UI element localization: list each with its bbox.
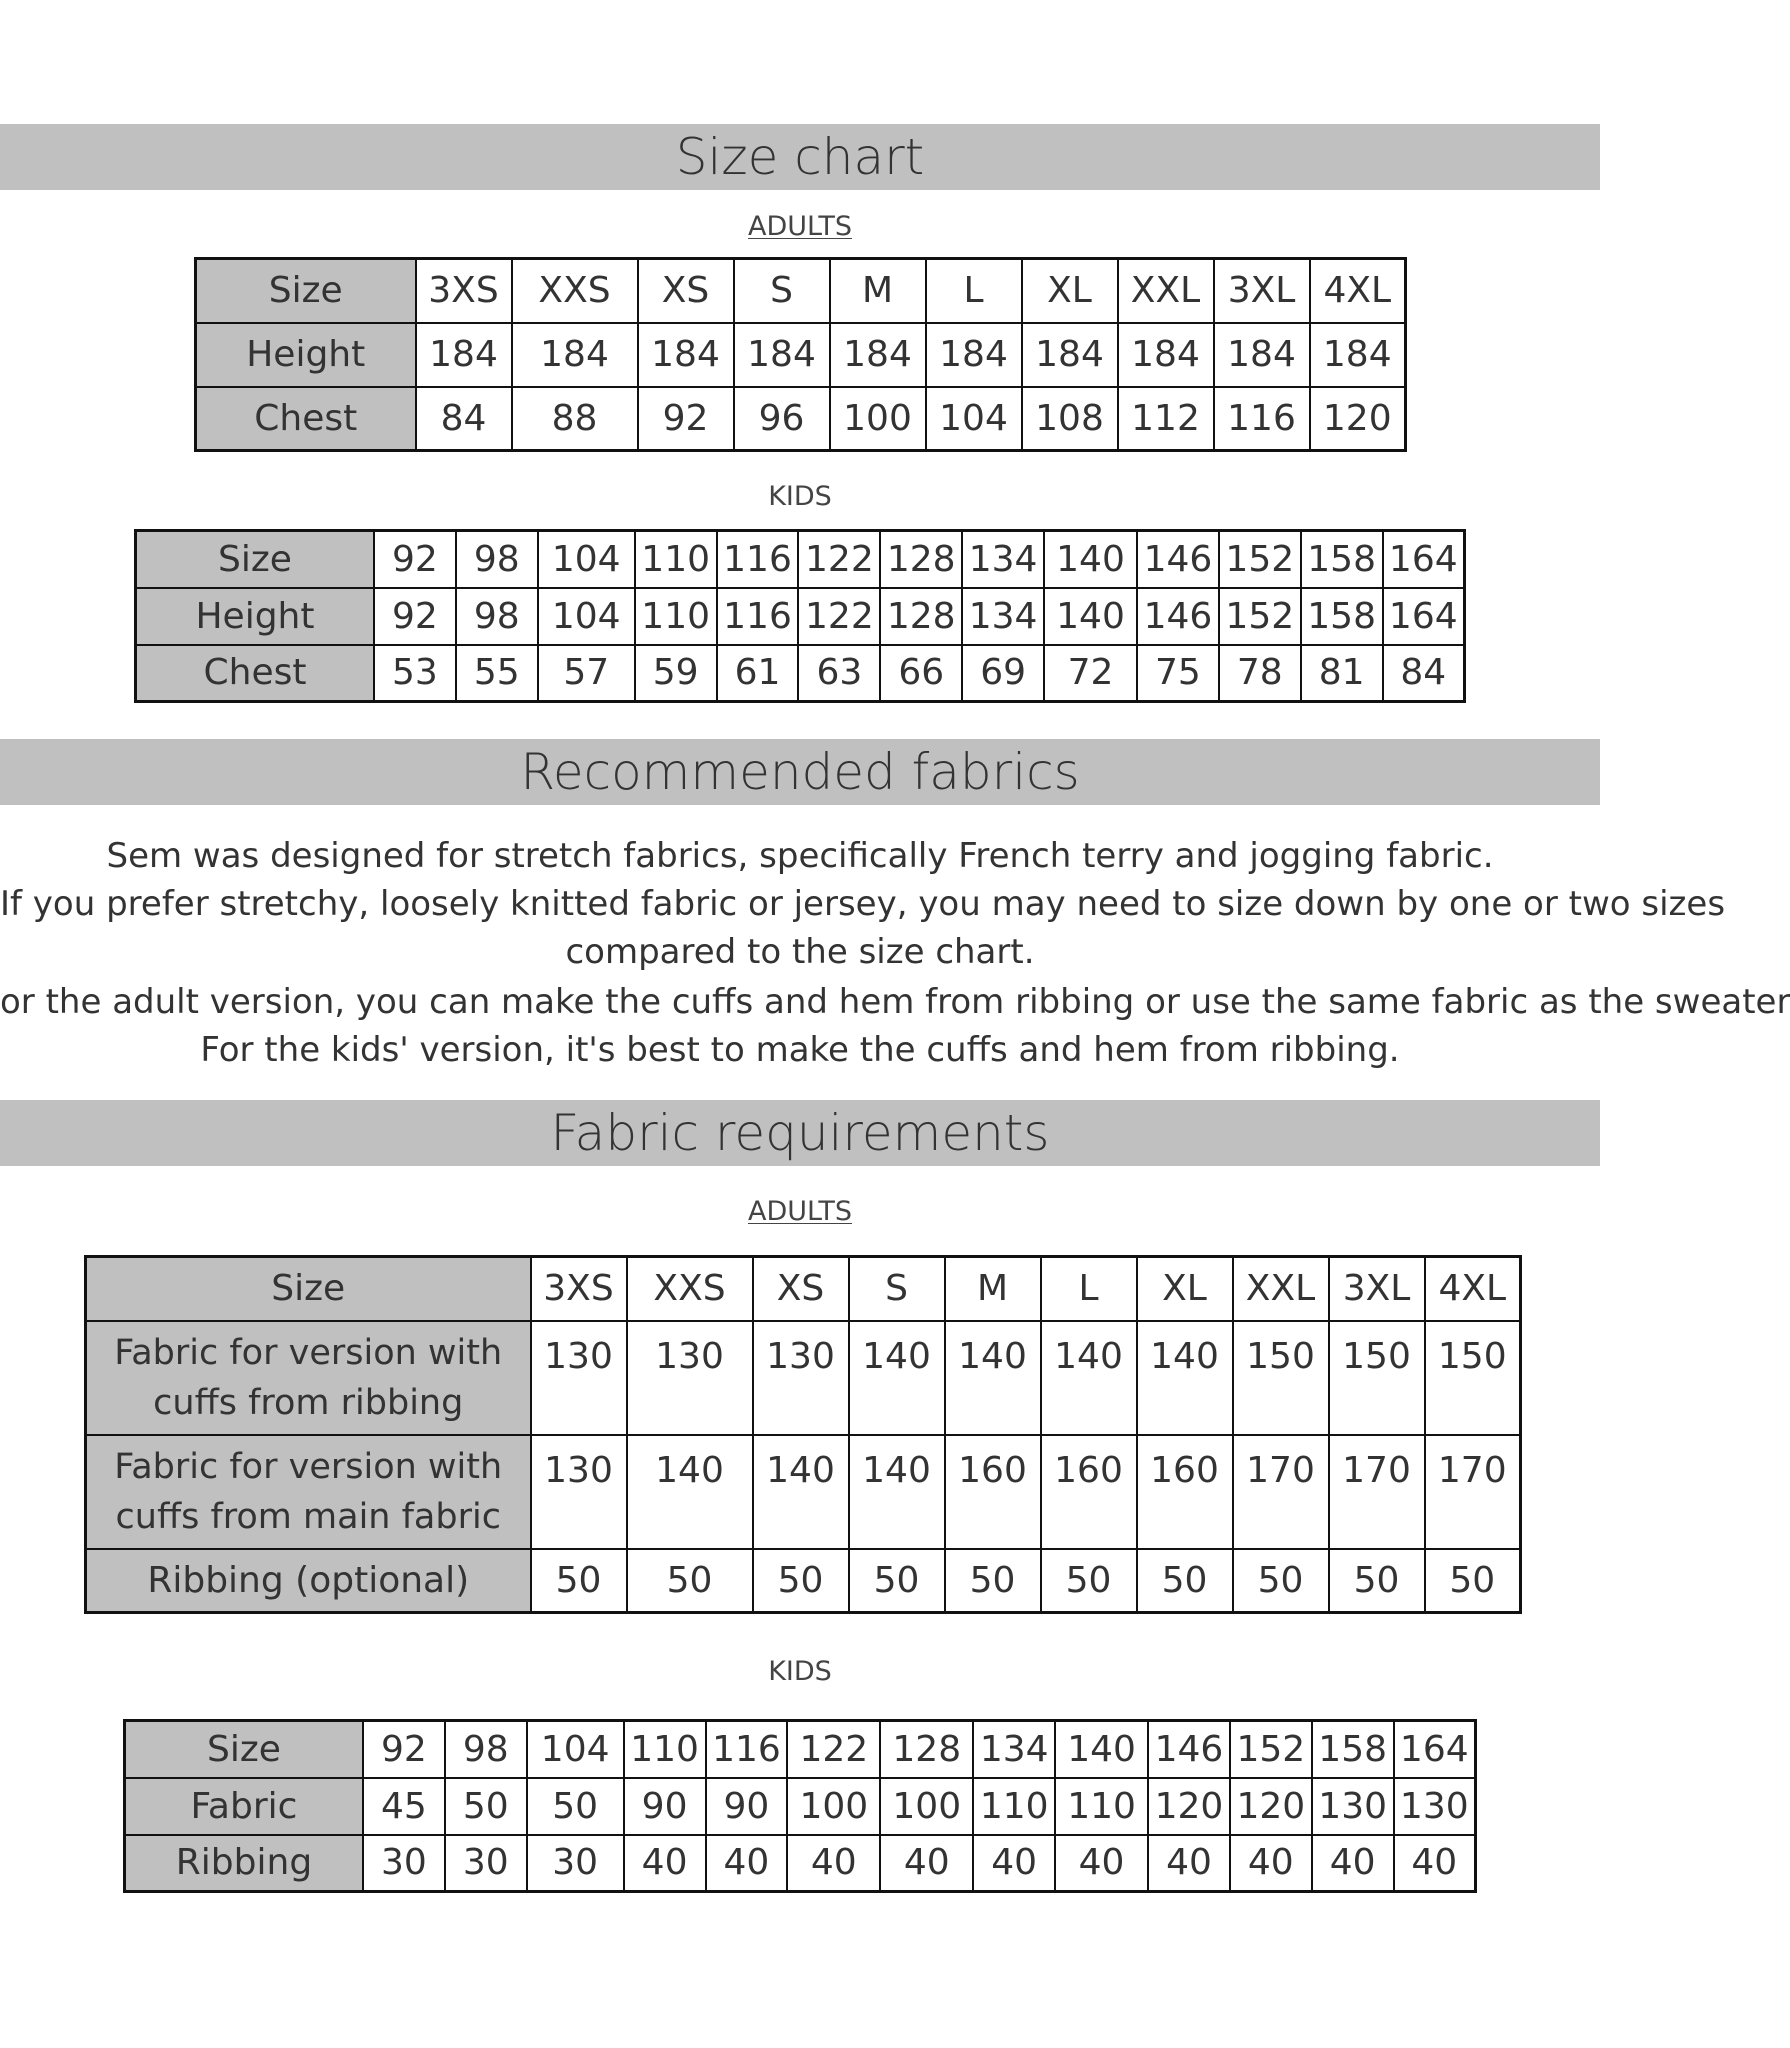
table-row xyxy=(196,259,1406,323)
table-cell: 100 xyxy=(787,1778,880,1835)
table-row xyxy=(86,1549,1521,1613)
table-cell: 150 xyxy=(1329,1321,1425,1435)
table-cell: 90 xyxy=(706,1778,788,1835)
table-cell: 184 xyxy=(1022,323,1118,387)
table-cell: 134 xyxy=(962,588,1044,645)
table-cell: 128 xyxy=(880,588,962,645)
table-cell: 75 xyxy=(1137,645,1219,702)
column-header-cell: 116 xyxy=(706,1721,788,1778)
column-header-cell: 152 xyxy=(1230,1721,1312,1778)
table-cell: 30 xyxy=(527,1835,624,1892)
column-header-cell: 3XS xyxy=(531,1257,627,1321)
table-cell: 40 xyxy=(1055,1835,1148,1892)
table-cell: 112 xyxy=(1118,387,1214,451)
table-cell: 160 xyxy=(1041,1435,1137,1549)
table-cell: 120 xyxy=(1310,387,1406,451)
column-header-cell: 146 xyxy=(1137,531,1219,588)
column-header-cell: 4XL xyxy=(1310,259,1406,323)
column-header-cell: 134 xyxy=(962,531,1044,588)
size-chart-kids-table xyxy=(134,529,1466,703)
row-header-cell: Ribbing (optional) xyxy=(86,1549,531,1613)
column-header-cell: XXS xyxy=(627,1257,753,1321)
table-cell: 140 xyxy=(753,1435,849,1549)
fabric-requirements-kids-table xyxy=(123,1719,1477,1893)
table-cell: 158 xyxy=(1301,588,1383,645)
table-cell: 170 xyxy=(1329,1435,1425,1549)
table-cell: 30 xyxy=(445,1835,527,1892)
column-header-cell: S xyxy=(849,1257,945,1321)
table-row xyxy=(86,1257,1521,1321)
subheading-adults-fabric: ADULTS xyxy=(748,1196,852,1227)
table-cell: 108 xyxy=(1022,387,1118,451)
table-cell: 84 xyxy=(1383,645,1465,702)
table-row xyxy=(125,1721,1476,1778)
table-cell: 50 xyxy=(1233,1549,1329,1613)
table-cell: 40 xyxy=(1394,1835,1476,1892)
section-header-fabric-requirements: Fabric requirements xyxy=(0,1100,1600,1166)
table-cell: 104 xyxy=(538,588,635,645)
table-cell: 140 xyxy=(1044,588,1137,645)
column-header-cell: 104 xyxy=(527,1721,624,1778)
table-row xyxy=(86,1321,1521,1435)
table-row xyxy=(196,323,1406,387)
table-cell: 140 xyxy=(945,1321,1041,1435)
table-row xyxy=(125,1835,1476,1892)
table-cell: 50 xyxy=(1425,1549,1521,1613)
table-cell: 130 xyxy=(531,1435,627,1549)
table-cell: 50 xyxy=(531,1549,627,1613)
table-row xyxy=(136,531,1465,588)
column-header-cell: 110 xyxy=(635,531,717,588)
table-cell: 69 xyxy=(962,645,1044,702)
table-cell: 184 xyxy=(416,323,512,387)
table-cell: 146 xyxy=(1137,588,1219,645)
column-header-cell: 3XL xyxy=(1329,1257,1425,1321)
subheading-kids: KIDS xyxy=(768,481,832,512)
table-cell: 90 xyxy=(624,1778,706,1835)
table-row xyxy=(125,1778,1476,1835)
row-header-cell: Chest xyxy=(196,387,416,451)
column-header-cell: XXL xyxy=(1118,259,1214,323)
row-header-cell: Ribbing xyxy=(125,1835,363,1892)
section-header-size-chart: Size chart xyxy=(0,124,1600,190)
table-cell: 50 xyxy=(1041,1549,1137,1613)
table-cell: 116 xyxy=(717,588,799,645)
table-cell: 40 xyxy=(1230,1835,1312,1892)
column-header-cell: S xyxy=(734,259,830,323)
fabrics-text-line-4: or the adult version, you can make the cuffs and hem from ribbing or use the same fabric as the sweater xyxy=(0,982,1790,1022)
table-cell: 184 xyxy=(638,323,734,387)
column-header-cell: XL xyxy=(1022,259,1118,323)
column-header-cell: 158 xyxy=(1312,1721,1394,1778)
table-cell: 184 xyxy=(512,323,638,387)
table-cell: 40 xyxy=(1312,1835,1394,1892)
table-cell: 50 xyxy=(445,1778,527,1835)
table-cell: 130 xyxy=(1312,1778,1394,1835)
column-header-cell: XL xyxy=(1137,1257,1233,1321)
table-cell: 130 xyxy=(627,1321,753,1435)
table-cell: 110 xyxy=(973,1778,1055,1835)
table-cell: 40 xyxy=(706,1835,788,1892)
column-header-cell: 4XL xyxy=(1425,1257,1521,1321)
row-header-cell: Size xyxy=(136,531,375,588)
table-cell: 140 xyxy=(627,1435,753,1549)
table-cell: 40 xyxy=(787,1835,880,1892)
column-header-cell: 104 xyxy=(538,531,635,588)
row-header-cell: Chest xyxy=(136,645,375,702)
fabrics-text-line-2: If you prefer stretchy, loosely knitted fabric or jersey, you may need to size down by one or two sizes xyxy=(0,884,1726,924)
table-cell: 40 xyxy=(973,1835,1055,1892)
column-header-cell: L xyxy=(926,259,1022,323)
table-cell: 120 xyxy=(1148,1778,1230,1835)
column-header-cell: 122 xyxy=(787,1721,880,1778)
table-cell: 55 xyxy=(456,645,538,702)
table-cell: 104 xyxy=(926,387,1022,451)
table-row xyxy=(136,588,1465,645)
column-header-cell: 152 xyxy=(1219,531,1301,588)
table-cell: 150 xyxy=(1425,1321,1521,1435)
table-cell: 140 xyxy=(849,1321,945,1435)
fabrics-text-line-1: Sem was designed for stretch fabrics, specifically French terry and jogging fabric. xyxy=(106,836,1494,876)
fabrics-text-line-5: For the kids' version, it's best to make the cuffs and hem from ribbing. xyxy=(200,1030,1400,1070)
table-cell: 184 xyxy=(1214,323,1310,387)
column-header-cell: 3XS xyxy=(416,259,512,323)
table-cell: 50 xyxy=(849,1549,945,1613)
column-header-cell: 164 xyxy=(1383,531,1465,588)
table-cell: 50 xyxy=(945,1549,1041,1613)
table-cell: 184 xyxy=(830,323,926,387)
table-cell: 100 xyxy=(830,387,926,451)
table-cell: 110 xyxy=(1055,1778,1148,1835)
table-cell: 40 xyxy=(624,1835,706,1892)
table-cell: 78 xyxy=(1219,645,1301,702)
table-cell: 100 xyxy=(880,1778,973,1835)
row-header-cell: Size xyxy=(86,1257,531,1321)
column-header-cell: 116 xyxy=(717,531,799,588)
column-header-cell: XS xyxy=(638,259,734,323)
column-header-cell: 98 xyxy=(445,1721,527,1778)
column-header-cell: 128 xyxy=(880,1721,973,1778)
table-cell: 120 xyxy=(1230,1778,1312,1835)
column-header-cell: 146 xyxy=(1148,1721,1230,1778)
table-cell: 84 xyxy=(416,387,512,451)
table-cell: 81 xyxy=(1301,645,1383,702)
column-header-cell: 164 xyxy=(1394,1721,1476,1778)
table-cell: 61 xyxy=(717,645,799,702)
size-chart-adults-table xyxy=(194,257,1407,452)
column-header-cell: 134 xyxy=(973,1721,1055,1778)
table-cell: 150 xyxy=(1233,1321,1329,1435)
table-cell: 140 xyxy=(1041,1321,1137,1435)
row-header-cell: Fabric xyxy=(125,1778,363,1835)
column-header-cell: M xyxy=(945,1257,1041,1321)
column-header-cell: 92 xyxy=(374,531,456,588)
table-cell: 160 xyxy=(945,1435,1041,1549)
subheading-kids-fabric: KIDS xyxy=(768,1656,832,1687)
table-cell: 170 xyxy=(1233,1435,1329,1549)
table-cell: 184 xyxy=(1118,323,1214,387)
table-cell: 88 xyxy=(512,387,638,451)
table-cell: 50 xyxy=(753,1549,849,1613)
table-cell: 122 xyxy=(798,588,880,645)
table-cell: 98 xyxy=(456,588,538,645)
row-header-cell: Size xyxy=(125,1721,363,1778)
table-cell: 50 xyxy=(627,1549,753,1613)
subheading-adults: ADULTS xyxy=(748,211,852,242)
table-cell: 164 xyxy=(1383,588,1465,645)
table-cell: 66 xyxy=(880,645,962,702)
table-cell: 50 xyxy=(1137,1549,1233,1613)
table-cell: 184 xyxy=(734,323,830,387)
column-header-cell: XXS xyxy=(512,259,638,323)
table-cell: 96 xyxy=(734,387,830,451)
table-row xyxy=(136,645,1465,702)
row-header-cell: Fabric for version with cuffs from ribbing xyxy=(86,1321,531,1435)
table-cell: 140 xyxy=(1137,1321,1233,1435)
column-header-cell: 110 xyxy=(624,1721,706,1778)
table-cell: 63 xyxy=(798,645,880,702)
table-cell: 130 xyxy=(753,1321,849,1435)
table-cell: 110 xyxy=(635,588,717,645)
fabrics-text-line-3: compared to the size chart. xyxy=(565,932,1035,972)
column-header-cell: 158 xyxy=(1301,531,1383,588)
table-cell: 184 xyxy=(1310,323,1406,387)
column-header-cell: 3XL xyxy=(1214,259,1310,323)
table-cell: 72 xyxy=(1044,645,1137,702)
table-cell: 160 xyxy=(1137,1435,1233,1549)
table-row xyxy=(86,1435,1521,1549)
table-cell: 152 xyxy=(1219,588,1301,645)
column-header-cell: L xyxy=(1041,1257,1137,1321)
table-cell: 184 xyxy=(926,323,1022,387)
table-cell: 116 xyxy=(1214,387,1310,451)
column-header-cell: 92 xyxy=(363,1721,445,1778)
column-header-cell: 140 xyxy=(1044,531,1137,588)
column-header-cell: 140 xyxy=(1055,1721,1148,1778)
column-header-cell: 98 xyxy=(456,531,538,588)
column-header-cell: 122 xyxy=(798,531,880,588)
table-cell: 92 xyxy=(638,387,734,451)
table-cell: 40 xyxy=(880,1835,973,1892)
table-cell: 140 xyxy=(849,1435,945,1549)
table-cell: 40 xyxy=(1148,1835,1230,1892)
table-cell: 50 xyxy=(527,1778,624,1835)
row-header-cell: Height xyxy=(136,588,375,645)
table-cell: 59 xyxy=(635,645,717,702)
table-cell: 30 xyxy=(363,1835,445,1892)
column-header-cell: XXL xyxy=(1233,1257,1329,1321)
table-cell: 57 xyxy=(538,645,635,702)
table-cell: 53 xyxy=(374,645,456,702)
table-cell: 130 xyxy=(531,1321,627,1435)
column-header-cell: M xyxy=(830,259,926,323)
section-header-recommended-fabrics: Recommended fabrics xyxy=(0,739,1600,805)
column-header-cell: 128 xyxy=(880,531,962,588)
table-cell: 170 xyxy=(1425,1435,1521,1549)
fabric-requirements-adults-table xyxy=(84,1255,1522,1614)
table-cell: 130 xyxy=(1394,1778,1476,1835)
row-header-cell: Height xyxy=(196,323,416,387)
table-cell: 45 xyxy=(363,1778,445,1835)
column-header-cell: XS xyxy=(753,1257,849,1321)
table-cell: 50 xyxy=(1329,1549,1425,1613)
table-cell: 92 xyxy=(374,588,456,645)
table-row xyxy=(196,387,1406,451)
row-header-cell: Size xyxy=(196,259,416,323)
row-header-cell: Fabric for version with cuffs from main fabric xyxy=(86,1435,531,1549)
